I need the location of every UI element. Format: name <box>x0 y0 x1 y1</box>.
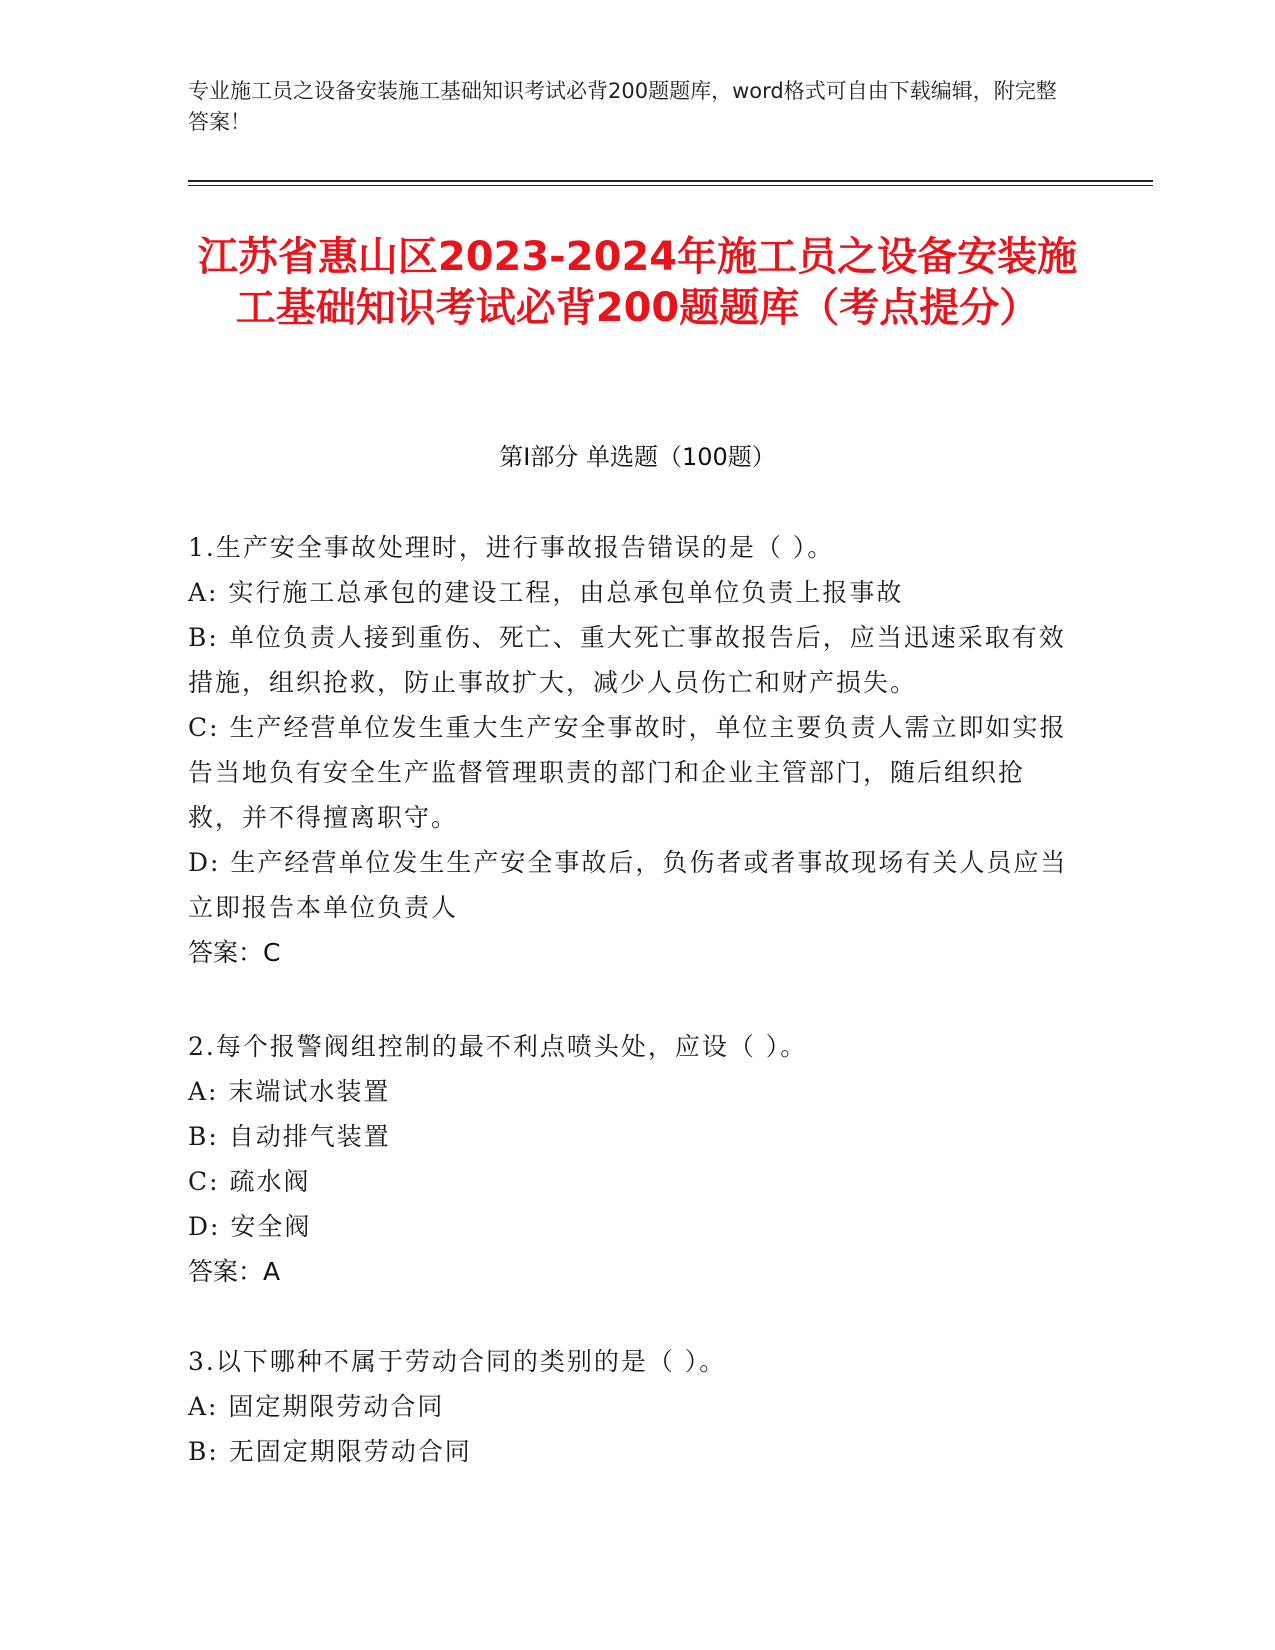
question-1 <box>188 525 1078 976</box>
question-stem: 1.生产安全事故处理时，进行事故报告错误的是（ ）。 <box>188 533 835 562</box>
section-title: 第Ⅰ部分 单选题（100题） <box>499 443 776 471</box>
header-note: 专业施工员之设备安装施工基础知识考试必背200题题库，word格式可自由下载编辑，附完整答案！ <box>188 79 1057 134</box>
question-2 <box>188 1024 1078 1295</box>
option-a: A: 实行施工总承包的建设工程，由总承包单位负责上报事故 <box>188 578 904 607</box>
option-b: B: 自动排气装置 <box>188 1122 391 1151</box>
option-b: B: 单位负责人接到重伤、死亡、重大死亡事故报告后，应当迅速采取有效措施，组织抢救，防止事故扩大，减少人员伤亡和财产损失。 <box>188 623 1066 697</box>
answer-label: 答案：A <box>188 1257 281 1286</box>
option-b: B: 无固定期限劳动合同 <box>188 1437 472 1466</box>
answer-label: 答案：C <box>188 938 281 967</box>
option-c: C: 疏水阀 <box>188 1167 311 1196</box>
document-title: 江苏省惠山区2023-2024年施工员之设备安装施工基础知识考试必背200题题库（考点提分） <box>197 234 1078 331</box>
option-d: D: 生产经营单位发生生产安全事故后，负伤者或者事故现场有关人员应当立即报告本单位负责人 <box>188 848 1068 922</box>
option-a: A: 末端试水装置 <box>188 1077 391 1106</box>
option-c: C: 生产经营单位发生重大生产安全事故时，单位主要负责人需立即如实报告当地负有安全生产监督管理职责的部门和企业主管部门，随后组织抢救，并不得擅离职守。 <box>188 713 1067 832</box>
question-stem: 2.每个报警阀组控制的最不利点喷头处，应设（ ）。 <box>188 1032 808 1061</box>
option-a: A: 固定期限劳动合同 <box>188 1392 445 1421</box>
header-divider-thick <box>188 180 1153 182</box>
option-d: D: 安全阀 <box>188 1212 312 1241</box>
question-stem: 3.以下哪种不属于劳动合同的类别的是（ ）。 <box>188 1347 727 1376</box>
header-divider-thin <box>188 185 1153 186</box>
question-3 <box>188 1339 1078 1474</box>
